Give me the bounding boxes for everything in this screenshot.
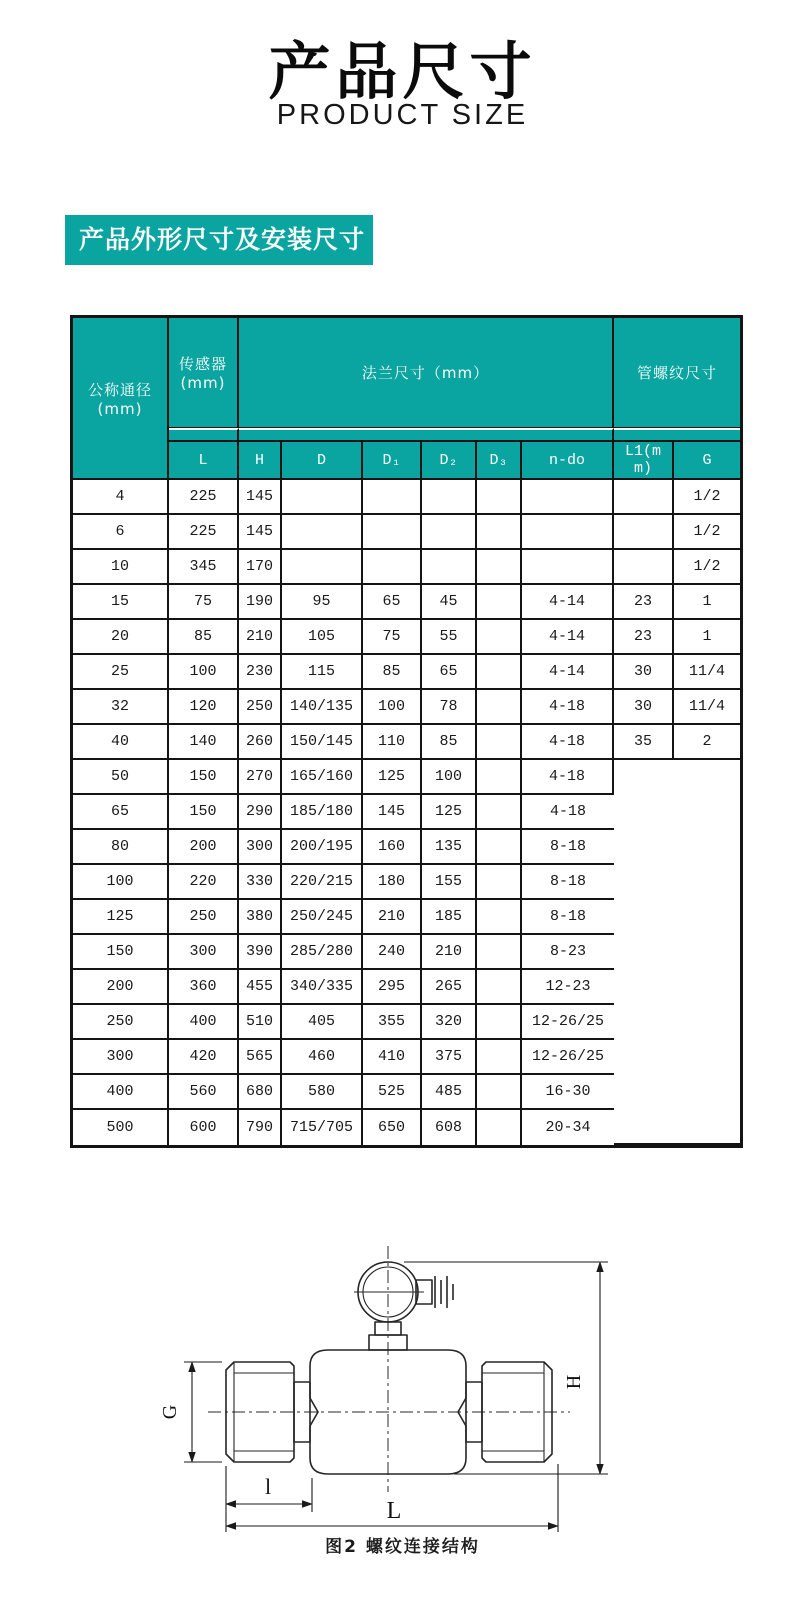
- spacer-cell: [614, 428, 740, 442]
- table-cell: 405: [282, 1005, 363, 1040]
- col-D1: D₁: [363, 442, 422, 480]
- figure-caption: 图2 螺纹连接结构: [325, 1537, 480, 1557]
- table-cell: 23: [614, 620, 674, 655]
- table-cell: 220/215: [282, 865, 363, 900]
- table-cell: [282, 550, 363, 585]
- header-sensor: [169, 318, 239, 428]
- header-sensor-line2: (mm): [180, 374, 226, 392]
- col-G: G: [674, 442, 740, 480]
- table-cell: 145: [239, 515, 282, 550]
- table-cell: 95: [282, 585, 363, 620]
- section-banner: 产品外形尺寸及安装尺寸: [65, 215, 373, 265]
- table-cell: [422, 480, 477, 515]
- table-cell: 4-14: [522, 585, 614, 620]
- table-row: [73, 550, 740, 585]
- table-cell: 6: [73, 515, 169, 550]
- page-title: 产品尺寸: [268, 35, 537, 108]
- table-cell: 12-26/25: [522, 1005, 614, 1040]
- table-cell: 4-14: [522, 655, 614, 690]
- table-cell: 500: [73, 1110, 169, 1145]
- table-cell: 140/135: [282, 690, 363, 725]
- table-cell: 75: [363, 620, 422, 655]
- table-cell: 2: [674, 725, 740, 760]
- table-cell: 400: [73, 1075, 169, 1110]
- table-cell: 560: [169, 1075, 239, 1110]
- table-cell: 55: [422, 620, 477, 655]
- page-subtitle: PRODUCT SIZE: [276, 99, 529, 131]
- table-cell: [477, 1075, 522, 1110]
- table-cell: 16-30: [522, 1075, 614, 1110]
- table-cell: 170: [239, 550, 282, 585]
- table-cell: 11/4: [674, 655, 740, 690]
- table-cell: 125: [73, 900, 169, 935]
- table-cell: 580: [282, 1075, 363, 1110]
- table-cell: 30: [614, 690, 674, 725]
- table-cell: 10: [73, 550, 169, 585]
- table-cell: 140: [169, 725, 239, 760]
- table-cell: 210: [239, 620, 282, 655]
- table-cell: 35: [614, 725, 674, 760]
- table-cell: 565: [239, 1040, 282, 1075]
- dimension-l: [226, 1466, 312, 1532]
- table-cell: 380: [239, 900, 282, 935]
- table-cell: [477, 795, 522, 830]
- table-cell: [422, 515, 477, 550]
- table-row: [73, 760, 740, 795]
- table-cell: 220: [169, 865, 239, 900]
- table-cell: 345: [169, 550, 239, 585]
- table-cell: 320: [422, 1005, 477, 1040]
- table-cell: 40: [73, 725, 169, 760]
- dimension-L-label: L: [386, 1498, 402, 1524]
- table-cell: 8-23: [522, 935, 614, 970]
- table-cell: 4-18: [522, 795, 614, 830]
- table-cell: [477, 515, 522, 550]
- table-cell: 80: [73, 830, 169, 865]
- table-cell: 125: [422, 795, 477, 830]
- table-cell: [477, 970, 522, 1005]
- table-cell: 20-34: [522, 1110, 614, 1145]
- table-cell: 455: [239, 970, 282, 1005]
- table-cell: 11/4: [674, 690, 740, 725]
- header-thread: 管螺纹尺寸: [614, 318, 740, 428]
- table-cell: [477, 620, 522, 655]
- col-n-do: n-do: [522, 442, 614, 480]
- table-cell: 4-14: [522, 620, 614, 655]
- table-cell: 105: [282, 620, 363, 655]
- table-cell: 85: [363, 655, 422, 690]
- table-cell: 85: [422, 725, 477, 760]
- table-cell: 120: [169, 690, 239, 725]
- table-cell: 185: [422, 900, 477, 935]
- table-cell: 330: [239, 865, 282, 900]
- table-cell: 32: [73, 690, 169, 725]
- table-cell: 100: [363, 690, 422, 725]
- table-cell: 270: [239, 760, 282, 795]
- table-cell: 250: [239, 690, 282, 725]
- table-cell: 4-18: [522, 760, 614, 795]
- table-cell: [614, 515, 674, 550]
- threaded-connection-diagram: [122, 1232, 682, 1532]
- table-cell: [477, 585, 522, 620]
- table-cell: 100: [73, 865, 169, 900]
- table-cell: 1: [674, 620, 740, 655]
- table-row: [73, 515, 740, 550]
- table-cell: 30: [614, 655, 674, 690]
- table-cell: [522, 550, 614, 585]
- table-cell: 790: [239, 1110, 282, 1145]
- table-cell: 145: [363, 795, 422, 830]
- table-cell: [282, 480, 363, 515]
- table-cell: 190: [239, 585, 282, 620]
- table-row: [73, 690, 740, 725]
- table-cell: 680: [239, 1075, 282, 1110]
- table-cell: 1: [674, 585, 740, 620]
- diagram-svg: [122, 1232, 682, 1532]
- table-cell: 185/180: [282, 795, 363, 830]
- table-cell: 300: [73, 1040, 169, 1075]
- table-body: [73, 480, 740, 1145]
- table-row: [73, 480, 740, 515]
- table-cell: [477, 900, 522, 935]
- dimension-g-label: G: [159, 1404, 181, 1420]
- table-cell: [477, 1005, 522, 1040]
- table-cell: [477, 480, 522, 515]
- table-cell: [477, 1040, 522, 1075]
- table-cell: 375: [422, 1040, 477, 1075]
- table-cell: 4: [73, 480, 169, 515]
- table-cell: 150: [169, 795, 239, 830]
- dimension-h-label: H: [563, 1374, 585, 1390]
- dimensions-table: [70, 315, 743, 1148]
- dimension-l-label: l: [264, 1474, 272, 1499]
- table-cell: 715/705: [282, 1110, 363, 1145]
- table-cell: 420: [169, 1040, 239, 1075]
- table-cell: 8-18: [522, 830, 614, 865]
- table-cell: 145: [239, 480, 282, 515]
- table-cell: 150: [73, 935, 169, 970]
- table-cell: 608: [422, 1110, 477, 1145]
- table-cell: [477, 725, 522, 760]
- table-cell: 210: [422, 935, 477, 970]
- table-cell: 110: [363, 725, 422, 760]
- table-cell: 65: [363, 585, 422, 620]
- table-cell: 45: [422, 585, 477, 620]
- table-cell: [477, 760, 522, 795]
- table-cell: 225: [169, 480, 239, 515]
- table-row: [73, 585, 740, 620]
- table-cell: 150/145: [282, 725, 363, 760]
- table-cell: 1/2: [674, 515, 740, 550]
- table-cell: [363, 515, 422, 550]
- header-group-row: [73, 318, 740, 428]
- table-cell: 200: [169, 830, 239, 865]
- table-cell: 600: [169, 1110, 239, 1145]
- table-cell: 85: [169, 620, 239, 655]
- table-row: [73, 725, 740, 760]
- table-cell: 12-23: [522, 970, 614, 1005]
- table-row: [73, 620, 740, 655]
- table-cell: 250: [169, 900, 239, 935]
- table-cell: 100: [169, 655, 239, 690]
- col-D2: D₂: [422, 442, 477, 480]
- table-cell: 360: [169, 970, 239, 1005]
- spacer-cell: [169, 428, 239, 442]
- table-cell: 8-18: [522, 900, 614, 935]
- table-cell: 510: [239, 1005, 282, 1040]
- table-cell: 125: [363, 760, 422, 795]
- table-cell: 180: [363, 865, 422, 900]
- table-cell: 135: [422, 830, 477, 865]
- table-cell: 65: [422, 655, 477, 690]
- col-L: L: [169, 442, 239, 480]
- table-cell: 160: [363, 830, 422, 865]
- table-cell: 1/2: [674, 550, 740, 585]
- spacer-cell: [239, 428, 614, 442]
- table-cell: 410: [363, 1040, 422, 1075]
- table-cell: 650: [363, 1110, 422, 1145]
- table-cell: 1/2: [674, 480, 740, 515]
- table-cell: [422, 550, 477, 585]
- table-cell: [477, 550, 522, 585]
- table-cell: [477, 935, 522, 970]
- table-cell: [477, 690, 522, 725]
- col-D3: D₃: [477, 442, 522, 480]
- table-cell: [477, 1110, 522, 1145]
- table-cell: 150: [169, 760, 239, 795]
- table-cell: 285/280: [282, 935, 363, 970]
- header-flange: 法兰尺寸（mm）: [239, 318, 614, 428]
- table-cell: 100: [422, 760, 477, 795]
- table-row: [73, 655, 740, 690]
- table-cell: 290: [239, 795, 282, 830]
- table-cell: 265: [422, 970, 477, 1005]
- table-cell: [522, 480, 614, 515]
- table-cell: [522, 515, 614, 550]
- table-cell: 165/160: [282, 760, 363, 795]
- header-sensor-line1: 传感器: [178, 355, 227, 373]
- table-cell: 525: [363, 1075, 422, 1110]
- header-dn-line2: (mm): [97, 399, 143, 418]
- col-L1: L1(mm): [614, 442, 674, 480]
- table-cell: 15: [73, 585, 169, 620]
- table-cell: [363, 550, 422, 585]
- table-cell: 355: [363, 1005, 422, 1040]
- merged-empty-cell: [614, 760, 740, 1145]
- table-cell: 65: [73, 795, 169, 830]
- table-cell: 485: [422, 1075, 477, 1110]
- table-cell: 4-18: [522, 690, 614, 725]
- table-cell: 340/335: [282, 970, 363, 1005]
- table-cell: 300: [239, 830, 282, 865]
- table-cell: 78: [422, 690, 477, 725]
- table-cell: [477, 865, 522, 900]
- table-cell: 250/245: [282, 900, 363, 935]
- table-cell: 400: [169, 1005, 239, 1040]
- table-cell: [477, 830, 522, 865]
- table-cell: 240: [363, 935, 422, 970]
- table-cell: 225: [169, 515, 239, 550]
- table-cell: 200: [73, 970, 169, 1005]
- table-cell: 23: [614, 585, 674, 620]
- table-cell: [614, 550, 674, 585]
- table-cell: 200/195: [282, 830, 363, 865]
- table-cell: 25: [73, 655, 169, 690]
- header-dn-line1: 公称通径: [87, 380, 152, 399]
- table-cell: [363, 480, 422, 515]
- table-cell: 75: [169, 585, 239, 620]
- col-D: D: [282, 442, 363, 480]
- table-cell: 460: [282, 1040, 363, 1075]
- table-cell: [614, 480, 674, 515]
- table-cell: 20: [73, 620, 169, 655]
- table-cell: 8-18: [522, 865, 614, 900]
- table-cell: 260: [239, 725, 282, 760]
- table-header: [73, 318, 740, 480]
- table-cell: [282, 515, 363, 550]
- table-cell: 390: [239, 935, 282, 970]
- table-cell: [477, 655, 522, 690]
- table-cell: 12-26/25: [522, 1040, 614, 1075]
- table-cell: 115: [282, 655, 363, 690]
- header-dn: [73, 318, 169, 480]
- table-cell: 295: [363, 970, 422, 1005]
- table-cell: 4-18: [522, 725, 614, 760]
- table-cell: 300: [169, 935, 239, 970]
- table-cell: 155: [422, 865, 477, 900]
- table-cell: 50: [73, 760, 169, 795]
- header-spacer-row: [73, 428, 740, 442]
- table-cell: 250: [73, 1005, 169, 1040]
- sensor-head: [354, 1262, 453, 1350]
- table-cell: 210: [363, 900, 422, 935]
- table-cell: 230: [239, 655, 282, 690]
- header-sub-row: [73, 442, 740, 480]
- col-H: H: [239, 442, 282, 480]
